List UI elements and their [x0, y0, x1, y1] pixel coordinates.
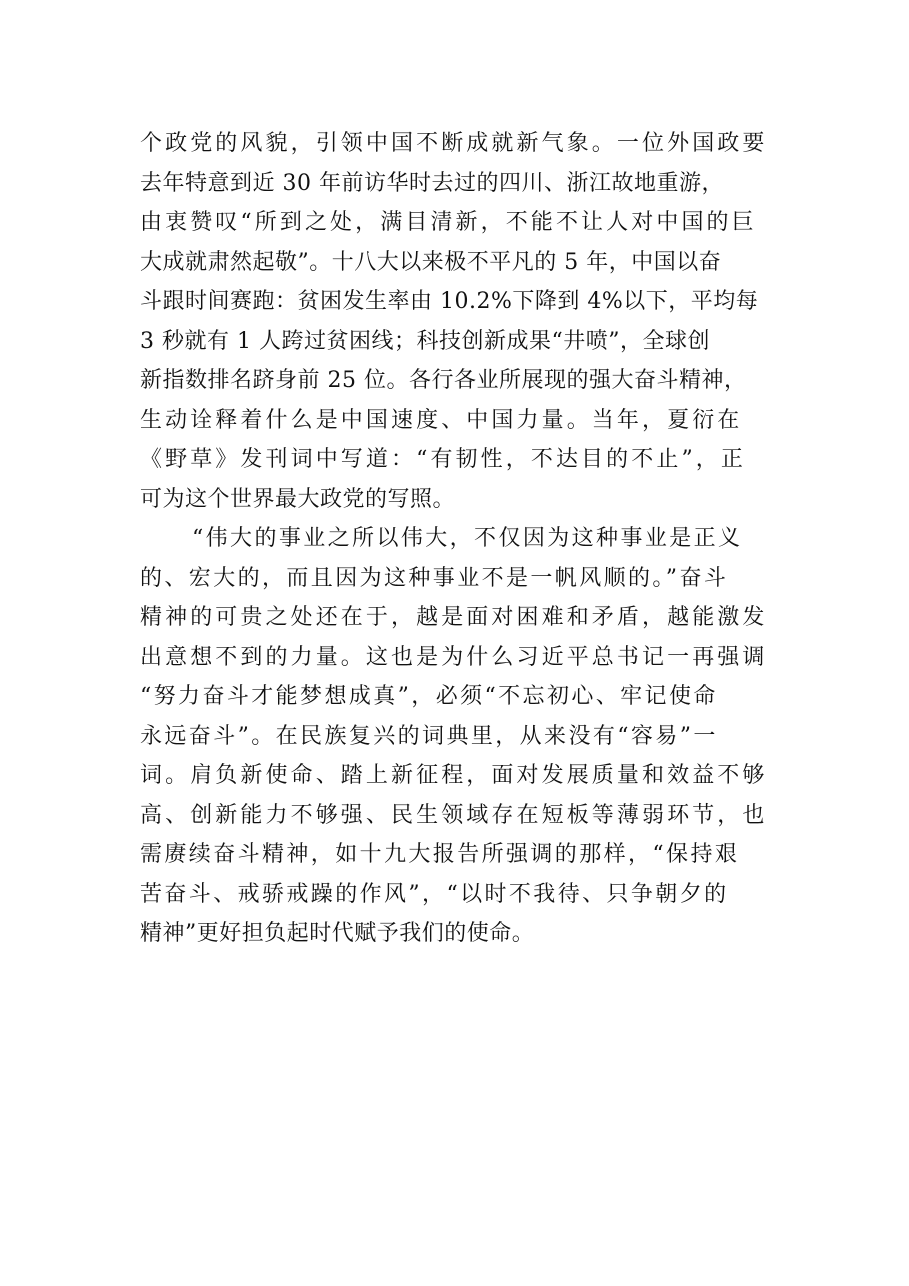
- text-line: 3 秒就有 1 人跨过贫困线；科技创新成果“井喷”，全球创: [140, 328, 710, 354]
- text-line: 大成就肃然起敬”。十八大以来极不平凡的 5 年，中国以奋: [140, 249, 722, 275]
- text-line: 需赓续奋斗精神，如十九大报告所强调的那样，“保持艰: [140, 842, 740, 867]
- text-line: “伟大的事业之所以伟大，不仅因为这种事业是正义: [192, 526, 743, 551]
- text-line: 词。肩负新使命、踏上新征程，面对发展质量和效益不够: [140, 763, 768, 788]
- text-line: 个政党的风貌，引领中国不断成就新气象。一位外国政要: [140, 131, 768, 156]
- paragraph: [140, 124, 780, 519]
- text-line: 可为这个世界最大政党的写照。: [140, 486, 456, 512]
- text-line: 高、创新能力不够强、民生领域存在短板等薄弱环节，也: [140, 802, 768, 828]
- text-line: 由衷赞叹“所到之处，满目清新，不能不让人对中国的巨: [140, 210, 757, 235]
- text-line: 斗跟时间赛跑：贫困发生率由 10.2%下降到 4%以下，平均每: [140, 289, 759, 314]
- text-line: “努力奋斗才能梦想成真”，必须“不忘初心、牢记使命: [140, 684, 718, 709]
- text-line: 去年特意到近 30 年前访华时去过的四川、浙江故地重游，: [140, 170, 724, 196]
- text-line: 新指数排名跻身前 25 位。各行各业所展现的强大奋斗精神，: [140, 368, 747, 393]
- body-text: [140, 124, 780, 954]
- paragraph: [140, 519, 780, 954]
- text-line: 苦奋斗、戒骄戒躁的作风”，“以时不我待、只争朝夕的: [140, 881, 729, 907]
- text-line: 生动诠释着什么是中国速度、中国力量。当年，夏衍在: [140, 407, 743, 433]
- text-line: 的、宏大的，而且因为这种事业不是一帆风顺的。”奋斗: [140, 565, 729, 591]
- text-line: 精神的可贵之处还在于，越是面对困难和矛盾，越能激发: [140, 605, 768, 630]
- text-line: 精神”更好担负起时代赋予我们的使命。: [140, 921, 535, 946]
- text-line: 永远奋斗”。在民族复兴的词典里，从来没有“容易”一: [140, 723, 718, 749]
- text-line: 出意想不到的力量。这也是为什么习近平总书记一再强调: [140, 644, 768, 670]
- text-line: 《野草》发刊词中写道：“有韧性，不达目的不止”，正: [140, 447, 746, 472]
